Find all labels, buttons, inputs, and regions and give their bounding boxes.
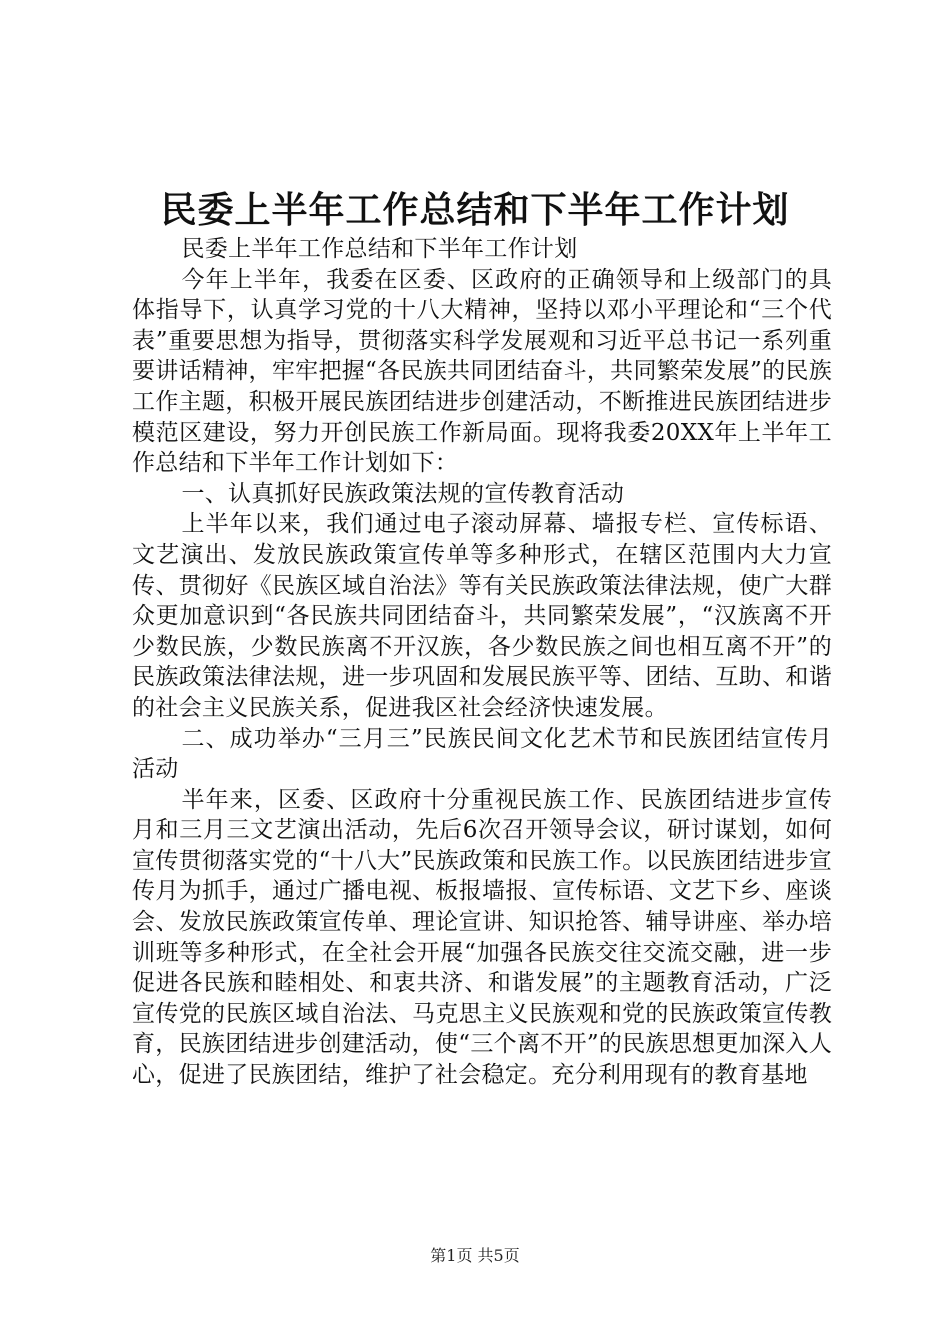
section-heading-1: 一、认真抓好民族政策法规的宣传教育活动 [181,480,625,507]
paragraph-section-2: 半年来，区委、区政府十分重视民族工作、民族团结进步宣传月和三月三文艺演出活动，先后6次召开领导会议，研讨谋划，如何宣传贯彻落实党的“十八大”民族政策和民族工作。以民族团结进步宣传月为抓手，通过广播电视、板报墙报、宣传标语、文艺下乡、座谈会、发放民族政策宣传单、理论宣讲、知识抢答、辅导讲座、举办培训班等多种形式，在全社会开展“加强各民族交往交流交融，进一步促进各民族和睦相处、和衷共济、和谐发展”的主题教育活动，广泛宣传党的民族区域自治法、马克思主义民族观和党的民族政策宣传教育，民族团结进步创建活动，使“三个离不开”的民族思想更加深入人心，促进了民族团结，维护了社会稳定。充分利用现有的教育基地 [132,786,832,1089]
document-title: 民委上半年工作总结和下半年工作计划 [160,189,790,231]
page-footer: 第1页 共5页 [430,1246,520,1265]
paragraph-intro: 今年上半年，我委在区委、区政府的正确领导和上级部门的具体指导下，认真学习党的十八大精神，坚持以邓小平理论和“三个代表”重要思想为指导，贯彻落实科学发展观和习近平总书记一系列重要讲话精神，牢牢把握“各民族共同团结奋斗，共同繁荣发展”的民族工作主题，积极开展民族团结进步创建活动，不断推进民族团结进步模范区建设，努力开创民族工作新局面。现将我委20XX年上半年工作总结和下半年工作计划如下： [132,266,832,477]
paragraph-section-1: 上半年以来，我们通过电子滚动屏幕、墙报专栏、宣传标语、文艺演出、发放民族政策宣传单等多种形式，在辖区范围内大力宣传、贯彻好《民族区域自治法》等有关民族政策法律法规，使广大群众更加意识到“各民族共同团结奋斗，共同繁荣发展”，“汉族离不开少数民族，少数民族离不开汉族，各少数民族之间也相互离不开”的民族政策法律法规，进一步巩固和发展民族平等、团结、互助、和谐的社会主义民族关系，促进我区社会经济快速发展。 [132,511,832,721]
document-body [132,234,832,1091]
section-heading-2: 二、成功举办“三月三”民族民间文化艺术节和民族团结宣传月活动 [132,725,832,783]
paragraph-subtitle: 民委上半年工作总结和下半年工作计划 [181,236,578,262]
